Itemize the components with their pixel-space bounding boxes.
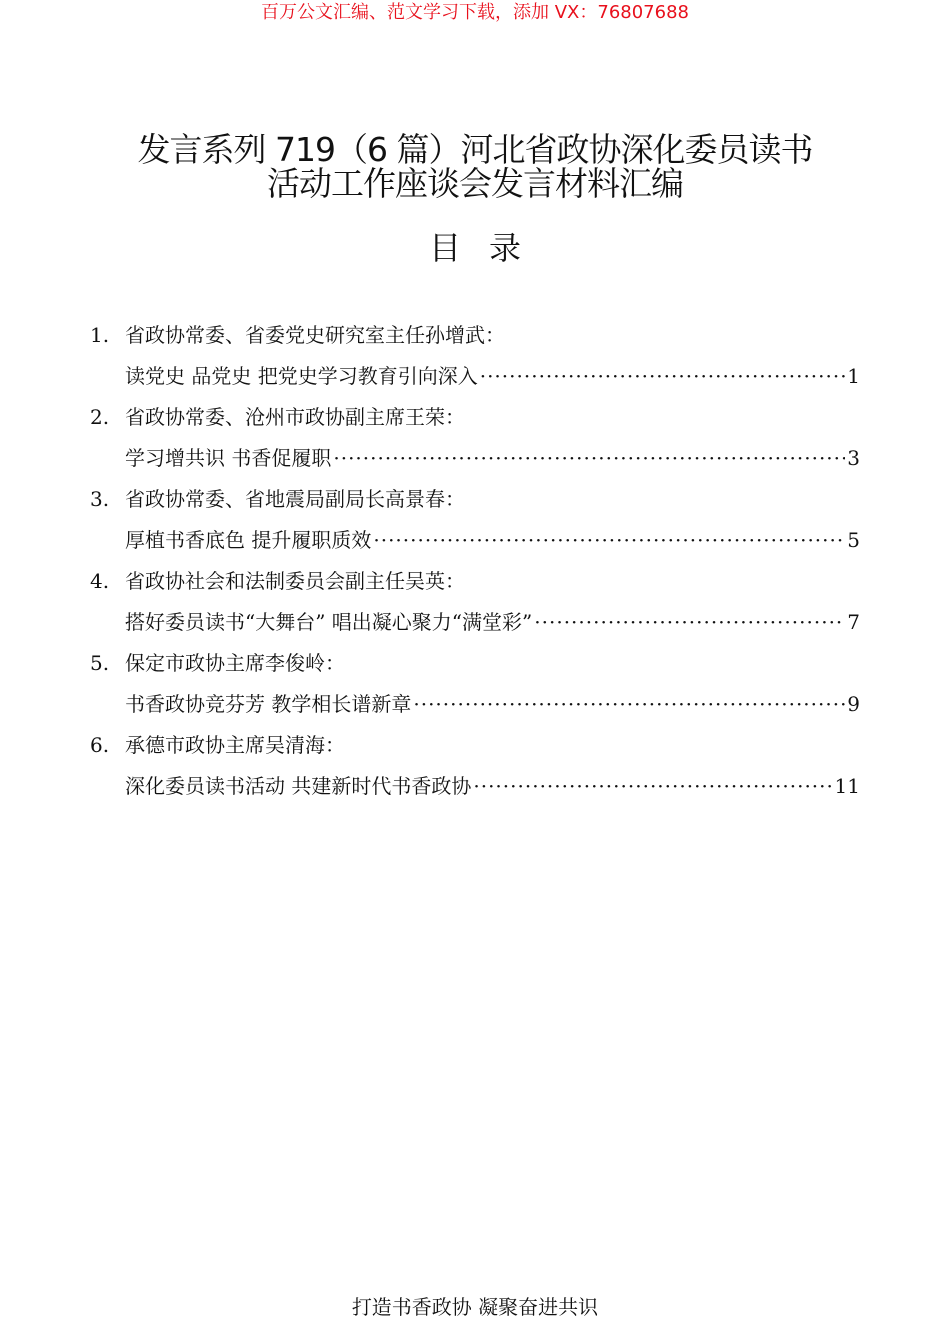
dot-leader [373, 525, 845, 566]
dot-leader [413, 689, 845, 730]
toc-entry-title[interactable]: 书香政协竞芬芳 教学相长谱新章 [125, 692, 412, 716]
toc-entry-page: 1 [847, 364, 860, 388]
toc-entry-title-line[interactable] [90, 525, 860, 566]
toc-entry-speaker [90, 320, 860, 361]
toc-entry-title[interactable]: 深化委员读书活动 共建新时代书香政协 [125, 774, 472, 798]
toc-entry-speaker-text: 省政协常委、省委党史研究室主任孙增武： [125, 323, 505, 347]
toc-heading [0, 228, 950, 268]
toc-entry-number: 5. [90, 651, 110, 675]
toc-entry[interactable] [90, 484, 860, 566]
toc-entry-title-line[interactable] [90, 689, 860, 730]
toc-entry-page: 7 [847, 610, 860, 634]
toc-entry-speaker-text: 省政协常委、省地震局副局长高景春： [125, 487, 465, 511]
toc-entry[interactable] [90, 648, 860, 730]
toc-entry-speaker [90, 484, 860, 525]
toc-entry-page: 11 [834, 774, 860, 798]
toc-entry-title[interactable]: 厚植书香底色 提升履职质效 [125, 528, 372, 552]
toc-entry-title[interactable]: 学习增共识 书香促履职 [125, 446, 332, 470]
toc-entry-title-line[interactable] [90, 607, 860, 648]
toc-entry-title[interactable]: 搭好委员读书“大舞台” 唱出凝心聚力“满堂彩” [125, 610, 533, 634]
toc-heading-char: 目 [428, 229, 461, 267]
toc-entry-speaker-text: 省政协常委、沧州市政协副主席王荣： [125, 405, 465, 429]
table-of-contents [90, 320, 860, 812]
title-line-1: 发言系列 719（6 篇）河北省政协深化委员读书 [137, 130, 813, 169]
toc-entry-speaker [90, 566, 860, 607]
toc-entry[interactable] [90, 566, 860, 648]
toc-entry-number: 4. [90, 569, 110, 593]
dot-leader [480, 361, 846, 402]
toc-entry-speaker-text: 保定市政协主席李俊岭： [125, 651, 345, 675]
dot-leader [333, 443, 845, 484]
toc-entry-number: 3. [90, 487, 110, 511]
toc-entry-title-line[interactable] [90, 443, 860, 484]
toc-entry-title[interactable]: 读党史 品党史 把党史学习教育引向深入 [125, 364, 478, 388]
watermark-banner: 百万公文汇编、范文学习下载，添加 VX：76807688 [261, 2, 689, 23]
toc-entry-speaker [90, 648, 860, 689]
dot-leader [473, 771, 832, 812]
toc-heading-char: 录 [489, 229, 522, 267]
toc-entry-title-line[interactable] [90, 361, 860, 402]
toc-entry-title-line[interactable] [90, 771, 860, 812]
toc-entry-number: 6. [90, 733, 110, 757]
dot-leader [534, 607, 845, 648]
toc-entry-page: 9 [847, 692, 860, 716]
toc-entry[interactable] [90, 320, 860, 402]
toc-entry-page: 5 [847, 528, 860, 552]
title-line-2: 活动工作座谈会发言材料汇编 [267, 164, 683, 203]
toc-entry-number: 1. [90, 323, 110, 347]
toc-entry-speaker [90, 730, 860, 771]
toc-entry[interactable] [90, 402, 860, 484]
toc-entry-number: 2. [90, 405, 110, 429]
document-title [0, 130, 950, 203]
toc-entry-speaker-text: 省政协社会和法制委员会副主任吴英： [125, 569, 465, 593]
toc-entry-page: 3 [847, 446, 860, 470]
toc-entry-speaker-text: 承德市政协主席吴清海： [125, 733, 345, 757]
toc-entry-speaker [90, 402, 860, 443]
footer-slogan: 打造书香政协 凝聚奋进共识 [351, 1295, 599, 1319]
toc-entry[interactable] [90, 730, 860, 812]
